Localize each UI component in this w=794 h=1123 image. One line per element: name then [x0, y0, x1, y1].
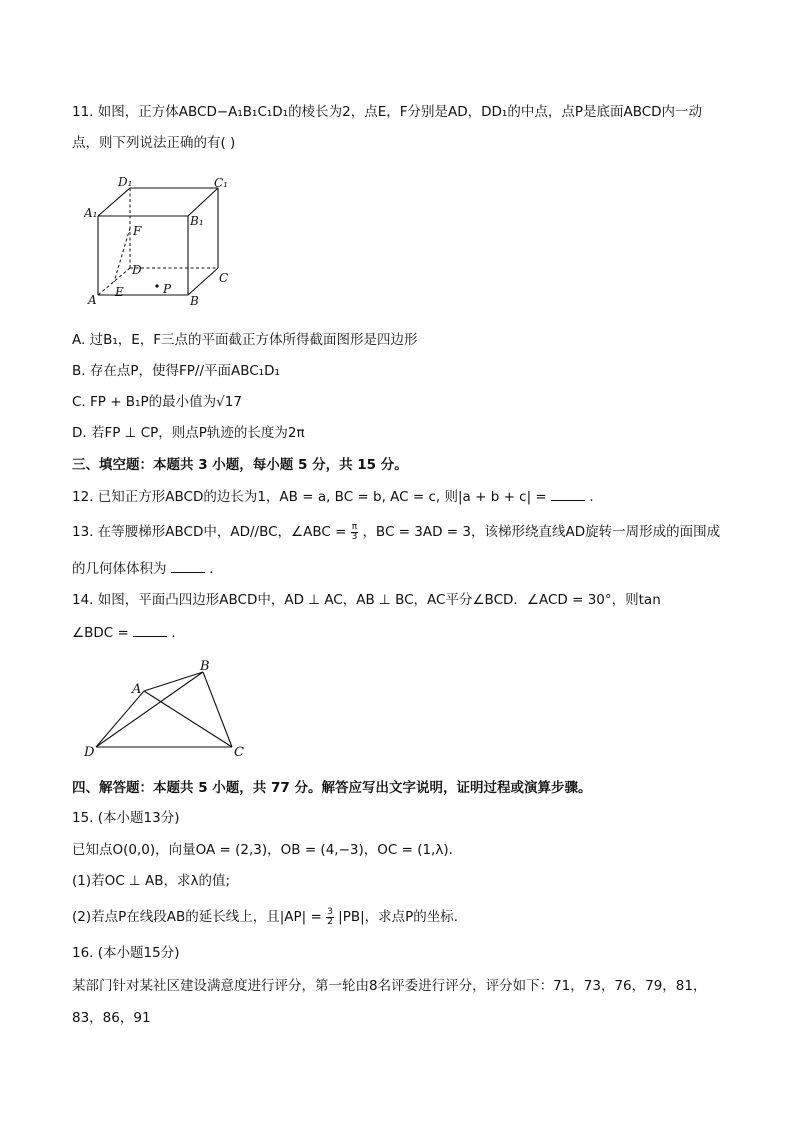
q15-part2-pre: (2)若点P在线段AB的延长线上，且|AP| = [72, 909, 322, 925]
q11-stem-line1: 11. 如图，正方体ABCD−A₁B₁C₁D₁的棱长为2，点E，F分别是AD，DD₁的中点，点P是底面ABCD内一动 [72, 104, 703, 120]
q15-part2-post: |PB|，求点P的坐标． [338, 909, 468, 925]
label-b: B [200, 659, 210, 674]
q12-answer-blank [551, 486, 585, 501]
q15-frac-den: 2 [327, 916, 333, 927]
q16-line1: 某部门针对某社区建设满意度进行评分，第一轮由8名评委进行评分，评分如下：71，73，76，79，81， [72, 978, 707, 994]
q12-end: . [589, 489, 594, 505]
q11-option-a: A. 过B₁，E，F三点的平面截正方体所得截面图形是四边形 [72, 332, 418, 348]
q12-text: 12. 已知正方形ABCD的边长为1，AB = a, BC = b, AC = c, 则|a + b + c| = [72, 489, 547, 505]
label-a: A [88, 293, 97, 307]
cube-figure [84, 172, 244, 312]
q13-stem-line1 [72, 522, 720, 542]
q14-line2: ∠BDC = [72, 625, 129, 641]
q13-fraction [351, 523, 358, 542]
q15-fraction [326, 908, 334, 927]
q12-stem [72, 486, 594, 507]
quadrilateral-figure [82, 655, 257, 760]
q14-stem-line2 [72, 622, 176, 643]
q11-option-d: D. 若FP ⊥ CP，则点P轨迹的长度为2π [72, 425, 305, 441]
label-c1: C₁ [214, 176, 228, 190]
q13-frac-den: 3 [351, 531, 358, 542]
q13-end: . [209, 561, 214, 577]
q15-header: 15. (本小题13分) [72, 810, 180, 826]
q15-frac-num: 3 [327, 906, 333, 917]
label-d: D [84, 745, 95, 760]
label-p: P [163, 282, 172, 296]
q13-line1-pre: 13. 在等腰梯形ABCD中，AD//BC，∠ABC = [72, 524, 347, 540]
label-b: B [190, 294, 199, 308]
q11-option-c: C. FP + B₁P的最小值为√17 [72, 394, 242, 410]
label-c: C [219, 271, 229, 285]
label-b1: B₁ [190, 214, 204, 228]
point-p-dot [155, 284, 158, 287]
q15-part1: (1)若OC ⊥ AB，求λ的值; [72, 873, 231, 889]
q11-stem-line2: 点，则下列说法正确的有( ) [72, 135, 236, 151]
label-d1: D₁ [118, 175, 133, 189]
q13-line1-post: ，BC = 3AD = 3，该梯形绕直线AD旋转一周形成的面围成 [362, 524, 721, 540]
label-f: F [133, 224, 142, 238]
q14-end: . [171, 625, 176, 641]
q15-given: 已知点O(0,0)，向量OA = (2,3)，OB = (4,−3)，OC = (1,λ). [72, 842, 453, 858]
label-a1: A₁ [84, 206, 98, 220]
q16-line2: 83，86，91 [72, 1010, 151, 1026]
section4-heading: 四、解答题：本题共 5 小题，共 77 分。解答应写出文字说明，证明过程或演算步骤。 [72, 780, 592, 796]
q15-part2 [72, 907, 467, 927]
q13-frac-num: π [351, 521, 358, 532]
label-e: E [115, 285, 124, 299]
q11-option-b: B. 存在点P，使得FP//平面ABC₁D₁ [72, 363, 280, 379]
q13-line2: 的几何体体积为 [72, 561, 167, 577]
label-c: C [234, 745, 244, 760]
q13-stem-line2 [72, 558, 213, 579]
section3-heading: 三、填空题：本题共 3 小题，每小题 5 分，共 15 分。 [72, 457, 408, 473]
label-a: A [132, 682, 142, 697]
label-d: D [132, 263, 142, 277]
q14-answer-blank [133, 622, 167, 637]
q13-answer-blank [171, 558, 205, 573]
q16-header: 16. (本小题15分) [72, 945, 180, 961]
q14-stem-line1: 14. 如图，平面凸四边形ABCD中，AD ⊥ AC，AB ⊥ BC，AC平分∠BCD．∠ACD = 30°，则tan [72, 592, 661, 608]
